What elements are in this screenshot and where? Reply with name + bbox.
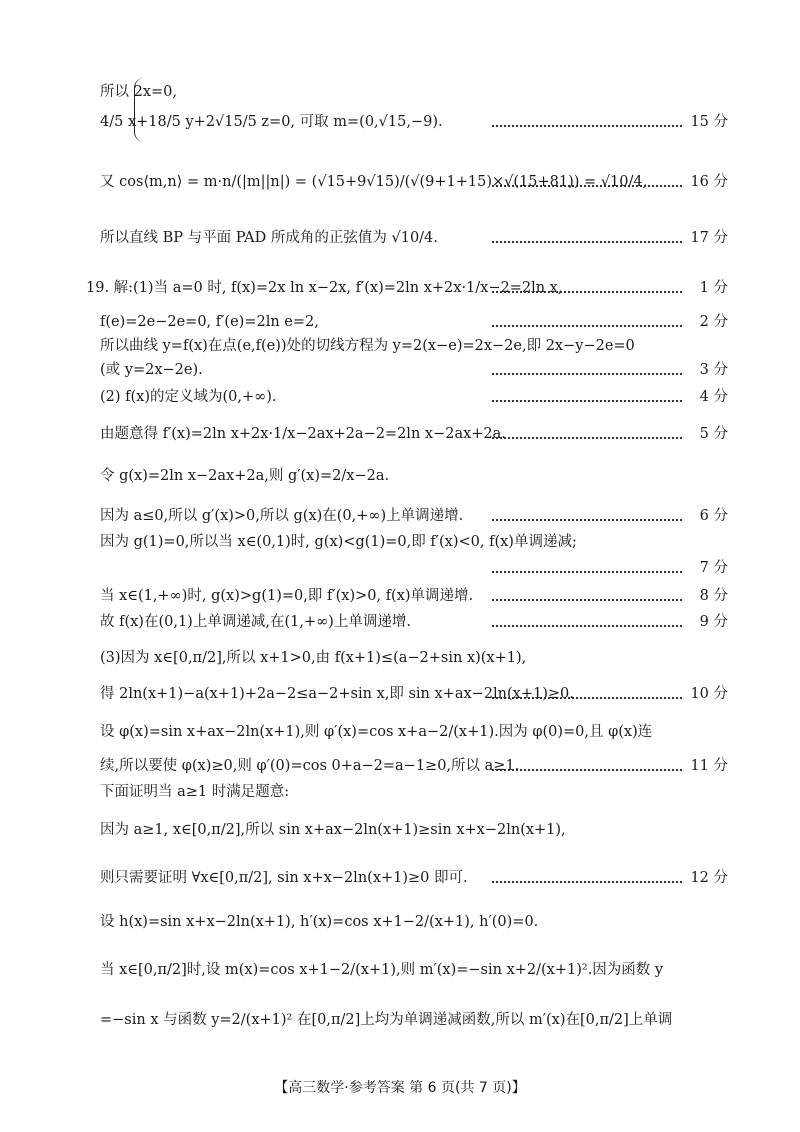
line-system-2: 4/5 x+18/5 y+2√15/5 z=0, 可取 m=(0,√15,−9).	[100, 114, 443, 130]
score-10: 10 分	[690, 686, 728, 702]
dotted-leader	[492, 769, 682, 771]
line-part3-start: (3)因为 x∈[0,π/2],所以 x+1>0,由 f(x+1)≤(a−2+sin x)(x+1),	[100, 650, 527, 666]
dotted-leader	[492, 599, 682, 601]
score-12: 12 分	[690, 870, 728, 886]
line-phi-continuity: 续,所以要使 φ(x)≥0,则 φ′(0)=cos 0+a−2=a−1≥0,所以 a≥1.	[100, 758, 520, 774]
dotted-leader	[492, 373, 682, 375]
score-17: 17 分	[690, 230, 728, 246]
line-tangent-alt: (或 y=2x−2e).	[100, 362, 203, 378]
score-3: 3 分	[699, 362, 728, 378]
line-bound: 因为 a≥1, x∈[0,π/2],所以 sin x+ax−2ln(x+1)≥sin x+x−2ln(x+1),	[100, 822, 566, 838]
page-footer: 【高三数学·参考答案 第 6 页(共 7 页)】	[274, 1080, 526, 1096]
score-1: 1 分	[699, 280, 728, 296]
line-tangent: 所以曲线 y=f(x)在点(e,f(e))处的切线方程为 y=2(x−e)=2x−2e,即 2x−y−2e=0	[100, 338, 635, 354]
dotted-leader	[492, 437, 682, 439]
line-m-monotonic: =−sin x 与函数 y=2/(x+1)² 在[0,π/2]上均为单调递减函数,所以 m′(x)在[0,π/2]上单调	[100, 1012, 673, 1028]
line-need-prove: 则只需要证明 ∀x∈[0,π/2], sin x+x−2ln(x+1)≥0 即可.	[100, 870, 468, 886]
line-q19-part1: 19. 解:(1)当 a=0 时, f(x)=2x ln x−2x, f′(x)=2ln x+2x·1/x−2=2ln x,	[86, 280, 563, 296]
score-4: 4 分	[699, 389, 728, 405]
dotted-leader	[492, 185, 682, 187]
score-5: 5 分	[699, 426, 728, 442]
score-16: 16 分	[690, 174, 728, 190]
line-g-increasing: 因为 a≤0,所以 g′(x)>0,所以 g(x)在(0,+∞)上单调递增.	[100, 508, 464, 524]
line-derivative: 由题意得 f′(x)=2ln x+2x·1/x−2ax+2a−2=2ln x−2ax+2a.	[100, 426, 506, 442]
line-g-def: 令 g(x)=2ln x−2ax+2a,则 g′(x)=2/x−2a.	[100, 468, 390, 484]
dotted-leader	[492, 125, 682, 127]
line-cos: 又 cos⟨m,n⟩ = m·n/(|m||n|) = (√15+9√15)/(√(9+1+15)×√(15+81)) = √10/4,	[100, 174, 648, 190]
line-phi-def: 设 φ(x)=sin x+ax−2ln(x+1),则 φ′(x)=cos x+a−2/(x+1).因为 φ(0)=0,且 φ(x)连	[100, 724, 653, 740]
line-sine-result: 所以直线 BP 与平面 PAD 所成角的正弦值为 √10/4.	[100, 230, 438, 246]
score-8: 8 分	[699, 588, 728, 604]
score-15: 15 分	[690, 114, 728, 130]
score-11: 11 分	[690, 758, 728, 774]
dotted-leader	[492, 291, 682, 293]
line-domain: (2) f(x)的定义域为(0,+∞).	[100, 389, 277, 405]
line-h-def: 设 h(x)=sin x+x−2ln(x+1), h′(x)=cos x+1−2/(x+1), h′(0)=0.	[100, 914, 539, 930]
dotted-leader	[492, 881, 682, 883]
line-m-def: 当 x∈[0,π/2]时,设 m(x)=cos x+1−2/(x+1),则 m′(x)=−sin x+2/(x+1)².因为函数 y	[100, 962, 664, 978]
score-7: 7 分	[699, 560, 728, 576]
line-monotonic-summary: 故 f(x)在(0,1)上单调递减,在(1,+∞)上单调递增.	[100, 614, 411, 630]
score-6: 6 分	[699, 508, 728, 524]
score-2: 2 分	[699, 314, 728, 330]
line-fe: f(e)=2e−2e=0, f′(e)=2ln e=2,	[100, 314, 319, 330]
dotted-leader	[492, 519, 682, 521]
line-system-1: 所以 2x=0,	[100, 84, 177, 100]
line-decreasing: 因为 g(1)=0,所以当 x∈(0,1)时, g(x)<g(1)=0,即 f′(x)<0, f(x)单调递减;	[100, 534, 577, 550]
line-increasing: 当 x∈(1,+∞)时, g(x)>g(1)=0,即 f′(x)>0, f(x)单调递增.	[100, 588, 474, 604]
dotted-leader	[492, 625, 682, 627]
dotted-leader	[492, 571, 682, 573]
dotted-leader	[492, 400, 682, 402]
dotted-leader	[492, 325, 682, 327]
dotted-leader	[492, 697, 682, 699]
score-9: 9 分	[699, 614, 728, 630]
line-proof-intro: 下面证明当 a≥1 时满足题意:	[100, 784, 290, 800]
line-inequality: 得 2ln(x+1)−a(x+1)+2a−2≤a−2+sin x,即 sin x+ax−2ln(x+1)≥0.	[100, 686, 574, 702]
dotted-leader	[492, 241, 682, 243]
